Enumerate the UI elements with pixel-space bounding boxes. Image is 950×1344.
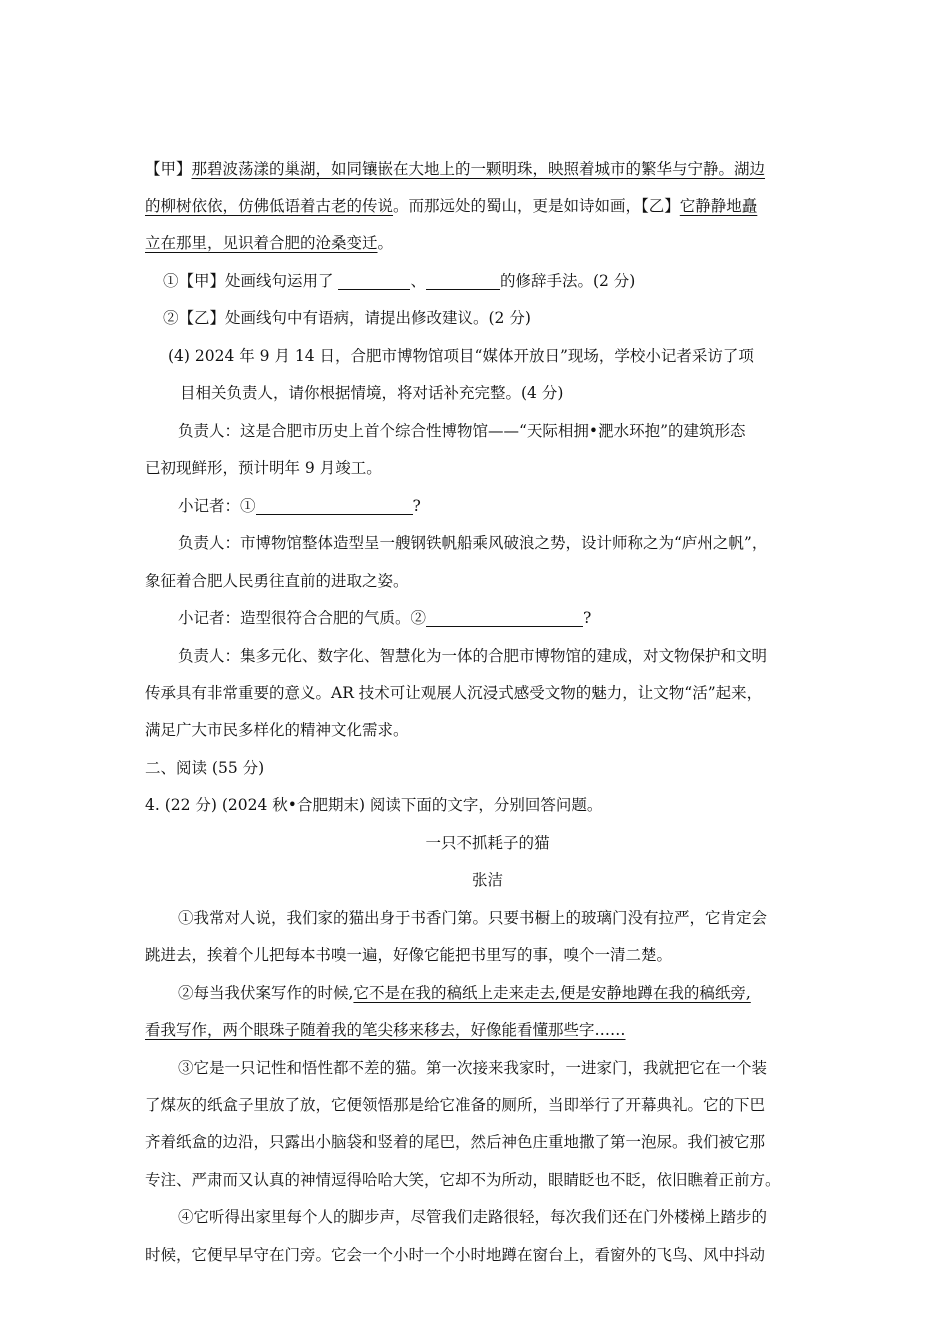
passage-line-1	[145, 158, 765, 180]
reporter-1-prefix: 小记者：①	[178, 497, 256, 515]
paragraph-4-line-1: ④它听得出家里每个人的脚步声，尽管我们走路很轻，每次我们还在门外楼梯上踏步的	[178, 1208, 768, 1226]
paragraph-2-line-2	[145, 1019, 626, 1041]
question-4-line-1: (4) 2024 年 9 月 14 日，合肥市博物馆项目“媒体开放日”现场，学校小记者采访了项	[168, 347, 754, 365]
passage-line-3-end: 。	[377, 234, 394, 252]
yi-mark: 【乙】	[641, 197, 680, 215]
answer-blank-3[interactable]	[256, 498, 413, 515]
question-1	[163, 270, 635, 292]
question-1-sep: 、	[410, 272, 426, 290]
passage-line-2	[145, 195, 757, 217]
paragraph-4-line-2: 时候，它便早早守在门旁。它会一个小时一个小时地蹲在窗台上，看窗外的飞鸟、风中抖动	[145, 1246, 766, 1264]
paragraph-2-underlined-cont: 看我写作，两个眼珠子随着我的笔尖移来移去，好像能看懂那些字……	[145, 1021, 626, 1039]
question-4-header: 4. (22 分) (2024 秋•合肥期末) 阅读下面的文字，分别回答问题。	[145, 796, 603, 814]
dialogue-responder-2-line-2: 象征着合肥人民勇往直前的进取之姿。	[145, 572, 409, 590]
dialogue-responder-3-line-3: 满足广大市民多样化的精神文化需求。	[145, 721, 409, 739]
article-author: 张洁	[471, 871, 503, 889]
paragraph-1-line-2: 跳进去，挨着个儿把每本书嗅一遍，好像它能把书里写的事，嗅个一清二楚。	[145, 946, 673, 964]
section-heading: 二、阅读 (55 分)	[145, 759, 265, 777]
question-4-line-2: 目相关负责人，请你根据情境，将对话补充完整。(4 分)	[180, 384, 564, 402]
dialogue-responder-2-line-1: 负责人：市博物馆整体造型呈一艘钢铁帆船乘风破浪之势，设计师称之为“庐州之帆”，	[178, 534, 768, 552]
question-2: ②【乙】处画线句中有语病，请提出修改建议。(2 分)	[163, 309, 531, 327]
dialogue-reporter-1	[178, 495, 421, 517]
reporter-2-suffix: ?	[583, 609, 592, 627]
answer-blank-2[interactable]	[426, 273, 500, 290]
reporter-1-suffix: ?	[412, 497, 421, 515]
dialogue-responder-1-line-1: 负责人：这是合肥市历史上首个综合性博物馆——“天际相拥•淝水环抱”的建筑形态	[178, 422, 746, 440]
jia-mark: 【甲】	[145, 160, 192, 178]
answer-blank-4[interactable]	[426, 610, 583, 627]
paragraph-3-line-2: 了煤灰的纸盒子里放了放，它便领悟那是给它准备的厕所，当即举行了开幕典礼。它的下巴	[145, 1096, 766, 1114]
yi-underlined-sentence: 它静静地矗	[679, 197, 758, 215]
paragraph-2-underlined: 它不是在我的稿纸上走来走去,便是安静地蹲在我的稿纸旁,	[353, 984, 751, 1002]
paragraph-2-line-1	[178, 982, 751, 1004]
dialogue-responder-1-line-2: 已初现鲜形，预计明年 9 月竣工。	[145, 459, 382, 477]
paragraph-2-lead: ②每当我伏案写作的时候,	[178, 984, 354, 1002]
question-1-suffix: 的修辞手法。(2 分)	[499, 272, 636, 290]
passage-line-3	[145, 232, 393, 254]
jia-underlined-sentence-cont: 的柳树依依，仿佛低语着古老的传说	[145, 197, 394, 215]
paragraph-3-line-3: 齐着纸盒的边沿，只露出小脑袋和竖着的尾巴，然后神色庄重地撒了第一泡尿。我们被它那	[145, 1133, 766, 1151]
dialogue-reporter-2	[178, 607, 591, 629]
dialogue-responder-3-line-1: 负责人：集多元化、数字化、智慧化为一体的合肥市博物馆的建成，对文物保护和文明	[178, 647, 768, 665]
jia-underlined-sentence: 那碧波荡漾的巢湖，如同镶嵌在大地上的一颗明珠，映照着城市的繁华与宁静。湖边	[191, 160, 766, 178]
article-title: 一只不抓耗子的猫	[425, 834, 550, 852]
paragraph-3-line-4: 专注、严肃而又认真的神情逗得哈哈大笑，它却不为所动，眼睛眨也不眨，依旧瞧着正前方。	[145, 1171, 781, 1189]
answer-blank-1[interactable]	[338, 273, 410, 290]
yi-underlined-sentence-cont: 立在那里，见识着合肥的沧桑变迁	[145, 234, 378, 252]
passage-line-2-rest: 。而那远处的蜀山，更是如诗如画，	[393, 197, 642, 215]
question-1-prefix: ①【甲】处画线句运用了	[163, 272, 339, 290]
paragraph-3-line-1: ③它是一只记性和悟性都不差的猫。第一次接来我家时，一进家门，我就把它在一个装	[178, 1059, 768, 1077]
paragraph-1-line-1: ①我常对人说，我们家的猫出身于书香门第。只要书橱上的玻璃门没有拉严，它肯定会	[178, 909, 768, 927]
dialogue-responder-3-line-2: 传承具有非常重要的意义。AR 技术可让观展人沉浸式感受文物的魅力，让文物“活”起来，	[145, 684, 763, 702]
reporter-2-prefix: 小记者：造型很符合合肥的气质。②	[178, 609, 427, 627]
